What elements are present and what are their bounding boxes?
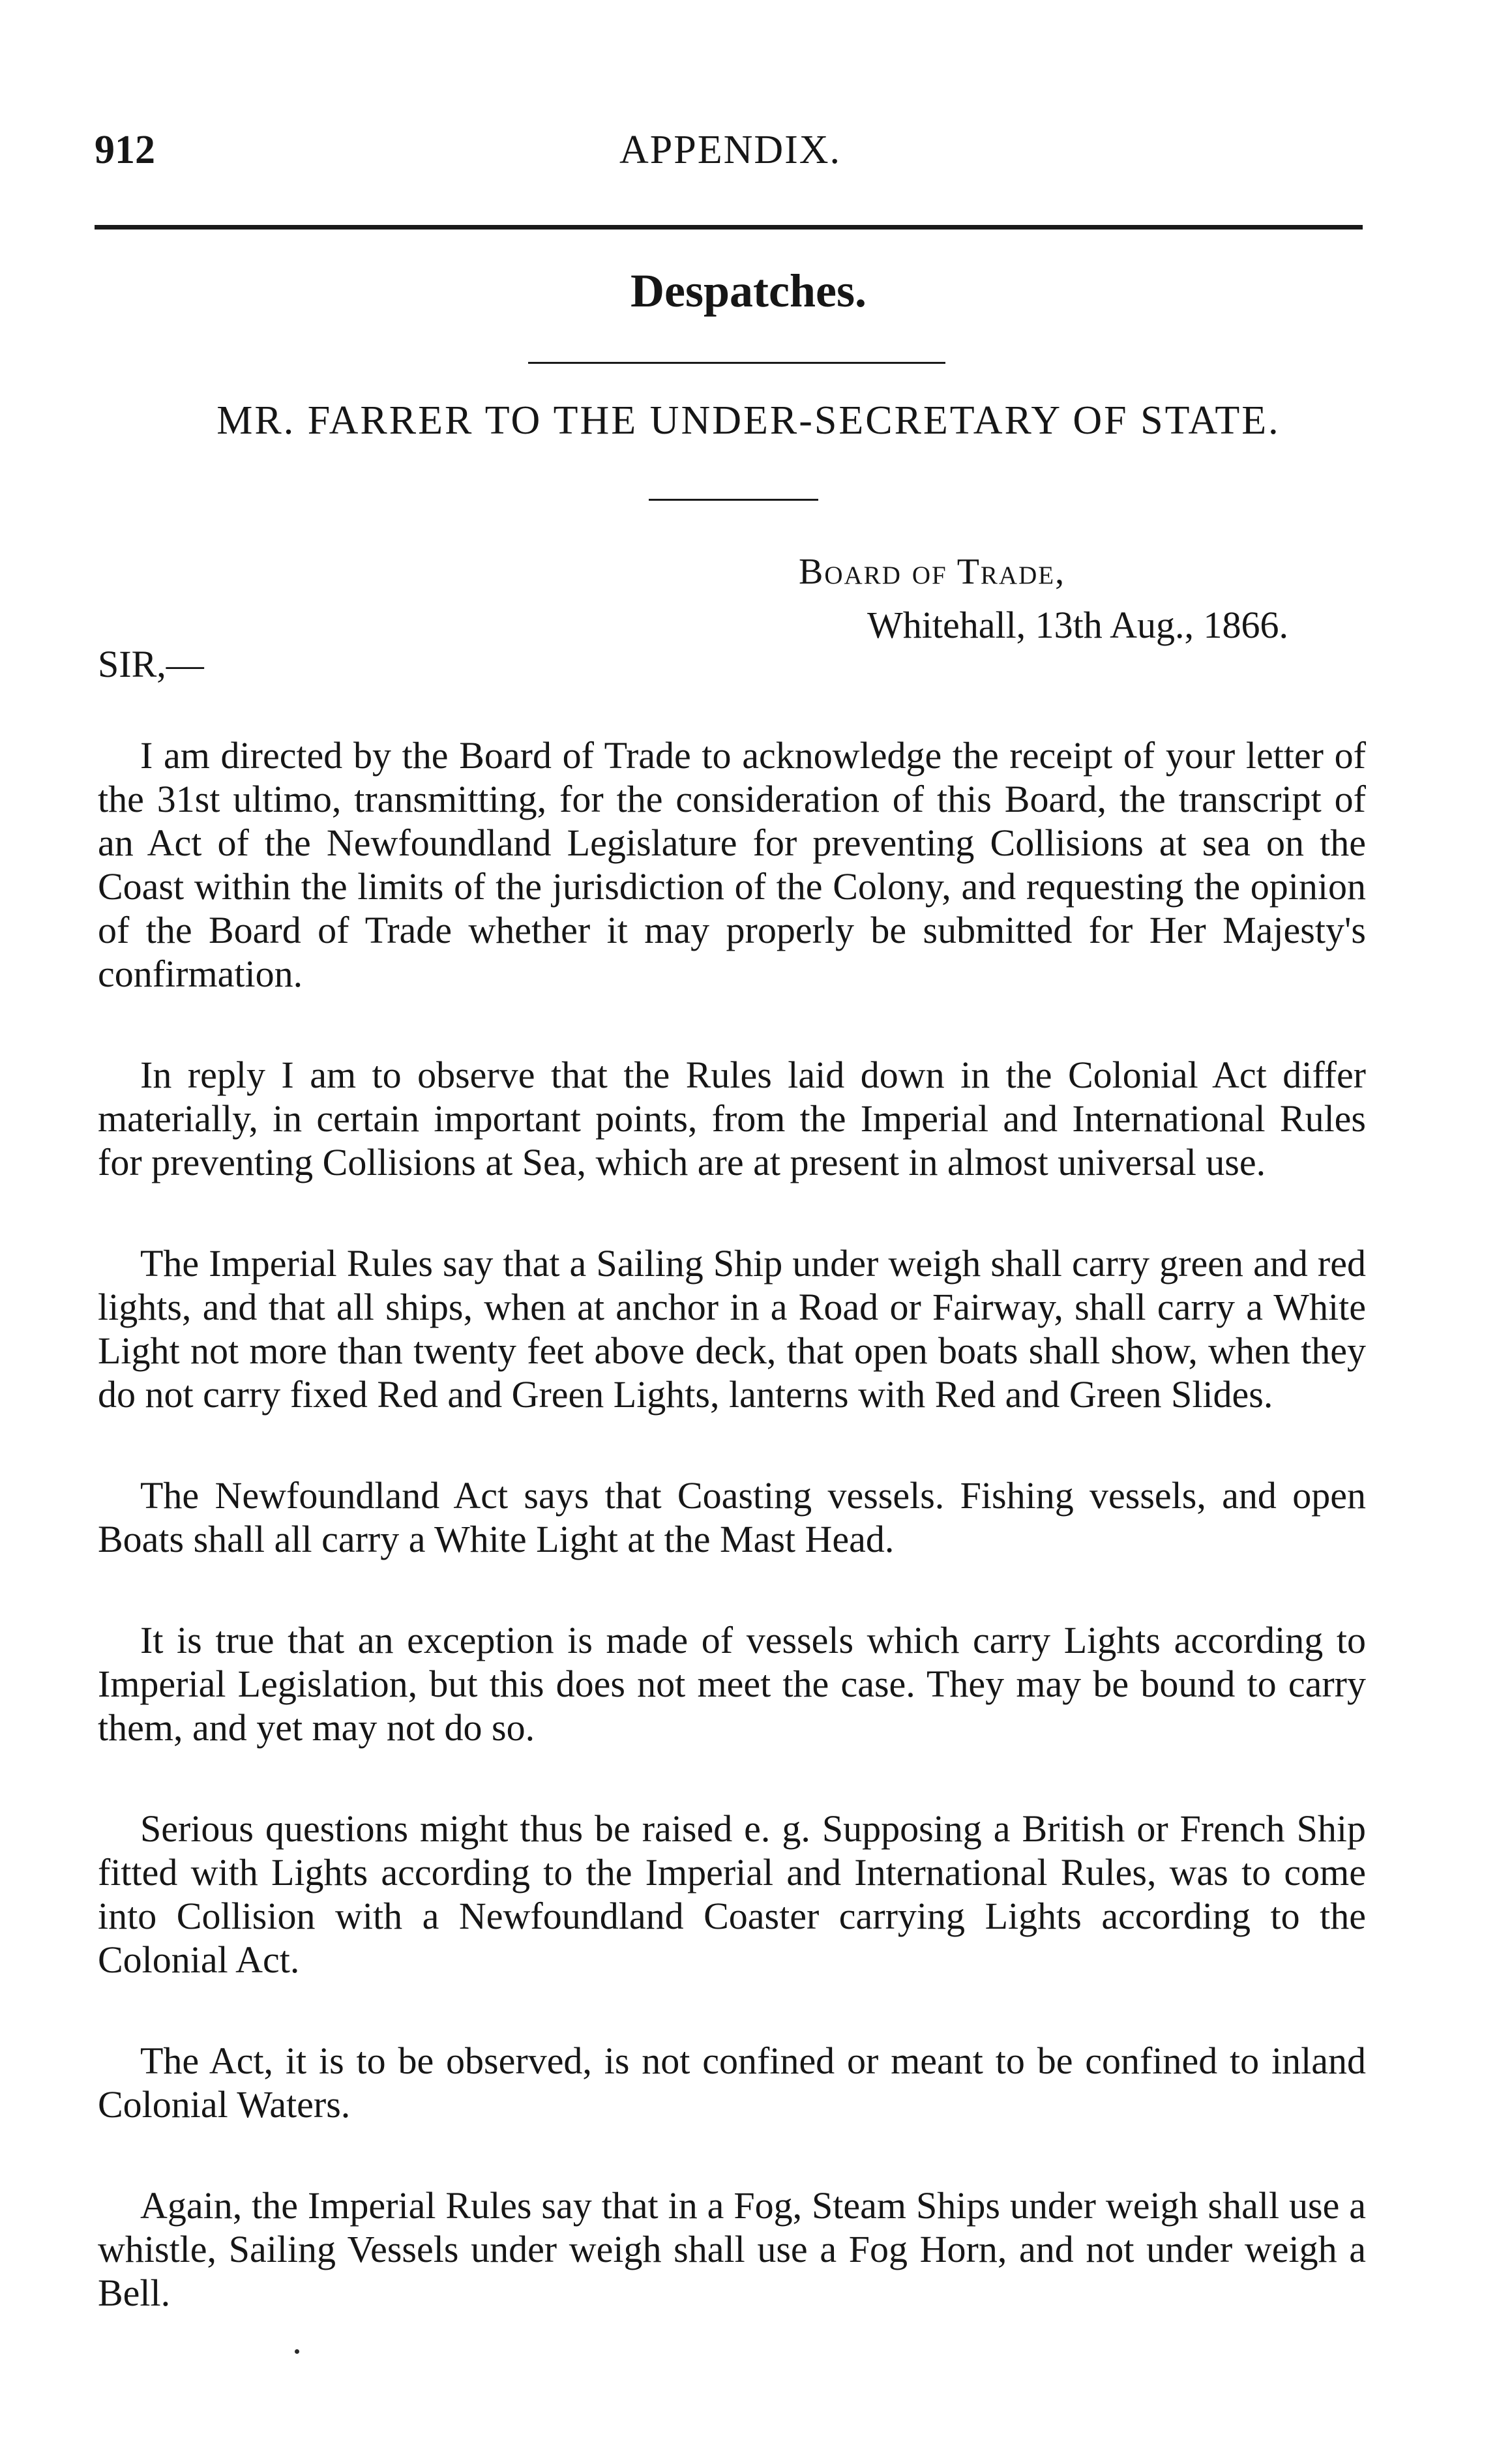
letter-body [98, 734, 1366, 2372]
letter-title: MR. FARRER TO THE UNDER-SECRETARY OF STATE. [216, 398, 1281, 443]
print-speck [295, 2349, 299, 2354]
paragraph: Serious questions might thus be raised e. g. Supposing a British or French Ship fitted with Lights according to the Imperial and International Rules, was to come into Collision with a Newfoundland Coaster carrying Lights according to the Colonial Act. [98, 1807, 1366, 1981]
letter-date: Whitehall, 13th Aug., 1866. [867, 604, 1288, 646]
paragraph: In reply I am to observe that the Rules laid down in the Colonial Act differ materially, in certain important points, from the Imperial and International Rules for preventing Collisions at Sea, which are at present in almost universal use. [98, 1054, 1366, 1183]
header-rule [95, 225, 1363, 230]
paragraph: I am directed by the Board of Trade to acknowledge the receipt of your letter of the 31st ultimo, transmitting, for the consideration of this Board, the transcript of an Act of the Newfoundland Legislature for preventing Collisions at sea on the Coast within the limits of the jurisdiction of the Colony, and requesting the opinion of the Board of Trade whether it may properly be submitted for Her Majesty's confirmation. [98, 734, 1366, 995]
paragraph: The Newfoundland Act says that Coasting vessels. Fishing vessels, and open Boats shall all carry a White Light at the Mast Head. [98, 1474, 1366, 1560]
paragraph: The Imperial Rules say that a Sailing Ship under weigh shall carry green and red lights, and that all ships, when at anchor in a Road or Fairway, shall carry a White Light not more than twenty feet above deck, that open boats shall show, when they do not carry fixed Red and Green Lights, lanterns with Red and Green Slides. [98, 1242, 1366, 1416]
running-head [95, 127, 1366, 173]
running-title: APPENDIX. [619, 128, 842, 172]
section-title: Despatches. [630, 265, 867, 317]
paragraph: Again, the Imperial Rules say that in a Fog, Steam Ships under weigh shall use a whistle, Sailing Vessels under weigh shall use a Fog Horn, and not under weigh a Bell. [98, 2184, 1366, 2314]
salutation: SIR,— [98, 643, 204, 685]
sender-address: Board of Trade, [799, 552, 1066, 592]
title-divider [649, 499, 818, 501]
paragraph: The Act, it is to be observed, is not confined or meant to be confined to inland Colonial Waters. [98, 2040, 1366, 2126]
page-number: 912 [95, 128, 155, 172]
paragraph: It is true that an exception is made of vessels which carry Lights according to Imperial Legislation, but this does not meet the case. They may be bound to carry them, and yet may not do so. [98, 1619, 1366, 1749]
section-divider [528, 362, 945, 364]
